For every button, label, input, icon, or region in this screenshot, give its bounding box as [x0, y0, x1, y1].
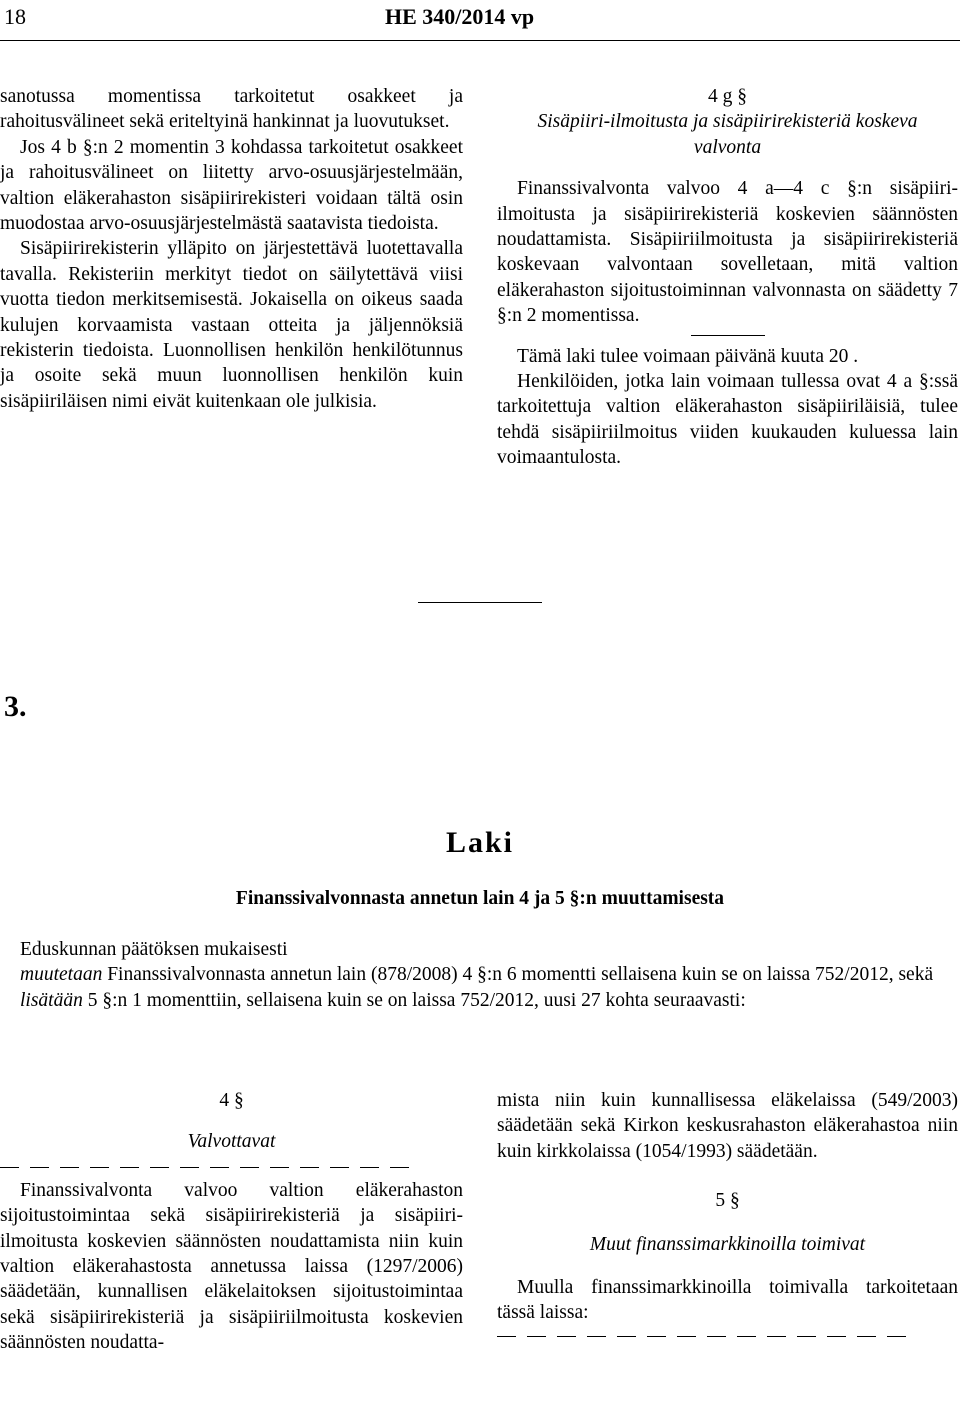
section-number: 4 §: [219, 1090, 244, 1111]
law-title: Finanssivalvonnasta annetun lain 4 ja 5 §:n muuttamisesta: [235, 888, 725, 909]
law-preamble: [0, 937, 958, 1013]
add-clause: [0, 988, 958, 1013]
bottom-right-column: [497, 1088, 958, 1347]
paragraph: mista niin kuin kunnallisessa eläkelaissa (549/2003) säädetään sekä Kirkon keskusrahaston eläkerahastoa niin kuin kirkkolaissa (1054/1993) säädetään.: [497, 1090, 958, 1162]
separator-dash: [691, 335, 765, 336]
section-number: 5 §: [715, 1190, 740, 1212]
document-id: HE 340/2014 vp: [385, 4, 535, 29]
paragraph: Finanssivalvonta valvoo valtion eläkerahaston sijoitustoimintaa sekä sisäpiirirekisteriä ja sisäpiiri-ilmoitusta koskevien säännösten noudattamista niin kuin valtion eläkerahastosta annetussa laissa (1297/2006) säädetään, kunnallisen eläkelaitoksen sijoitustoimintaa sekä sisäpiirirekisteriä ja sisäpiiriilmoitusta koskevien säännösten noudatta-: [0, 1179, 463, 1354]
header-rule: [0, 40, 960, 41]
omission-dashes: [0, 1167, 463, 1168]
amend-text: Finanssivalvonnasta annetun lain (878/2008) 4 §:n 6 momentti sellaisena kuin se on laissa 752/2012, sekä: [102, 964, 934, 986]
bottom-left-column: [0, 1088, 463, 1356]
paragraph: sanotussa momentissa tarkoitetut osakkeet ja rahoitusvälineet sekä eriteltyinä hankinnat ja luovutukset.: [0, 86, 463, 133]
law-heading: Laki: [445, 826, 515, 859]
paragraph: Jos 4 b §:n 2 momentin 3 kohdassa tarkoitetut osakkeet ja rahoitusvälineet on liitetty arvo-osuusjärjestelmään, valtion eläkerahaston sisäpiirirekisteri voidaan tältä osin muodostaa arvo-osuusjärjestelmästä saatavista tiedoista.: [0, 136, 463, 235]
left-column: [0, 84, 463, 414]
omission-dashes: [497, 1336, 958, 1337]
section-number: 4 g §: [708, 86, 747, 107]
page-number: 18: [4, 4, 26, 29]
add-keyword: lisätään: [20, 989, 83, 1011]
paragraph: Muulla finanssimarkkinoilla toimivalla tarkoitetaan tässä laissa:: [497, 1277, 958, 1324]
end-rule: [418, 602, 542, 603]
add-text: 5 §:n 1 momenttiin, sellaisena kuin se on laissa 752/2012, uusi 27 kohta seuraavasti:: [82, 989, 746, 1011]
section-title: Muut finanssimarkkinoilla toimivat: [589, 1233, 866, 1255]
preamble-intro: Eduskunnan päätöksen mukaisesti: [20, 939, 288, 960]
transitional-provision: Henkilöiden, jotka lain voimaan tullessa ovat 4 a §:ssä tarkoitettuja valtion eläkerahaston sisäpiiriläisiä, tulee tehdä sisäpiiriilmoitus viiden kuukauden kuluessa lain voimaantulosta.: [497, 371, 958, 469]
law-item-number: 3.: [4, 690, 27, 723]
amend-keyword: muutetaan: [20, 964, 103, 986]
section-title: Valvottavat: [187, 1131, 276, 1153]
amend-clause: [0, 962, 958, 987]
right-column: [497, 84, 958, 471]
section-title: Sisäpiiri-ilmoitusta ja sisäpiirirekisteriä koskeva valvonta: [537, 111, 918, 158]
entry-into-force: Tämä laki tulee voimaan päivänä kuuta 20 .: [517, 345, 859, 367]
paragraph: Sisäpiirirekisterin ylläpito on järjestettävä luotettavalla tavalla. Rekisteriin merkityt tiedot on säilytettävä viisi vuotta tiedon merkitsemisestä. Jokaisella on oikeus saada kulujen korvaamista vastaan otteita ja jäljennöksiä rekisterin tiedoista. Luonnollisen henkilön henkilötunnus ja osoite sekä muun luonnollisen henkilön kuin sisäpiiriläisen nimi eivät kuitenkaan ole julkisia.: [0, 238, 463, 412]
paragraph: Finanssivalvonta valvoo 4 a—4 c §:n sisäpiiri-ilmoitusta ja sisäpiirirekisteriä koskevien säännösten noudattamista. Sisäpiiriilmoitusta ja sisäpiirirekisteriä koskevaan valvontaan sovelletaan, mitä valtion eläkerahaston sijoitustoiminnan valvonnasta on säädetty 7 §:n 2 momentissa.: [497, 178, 958, 327]
